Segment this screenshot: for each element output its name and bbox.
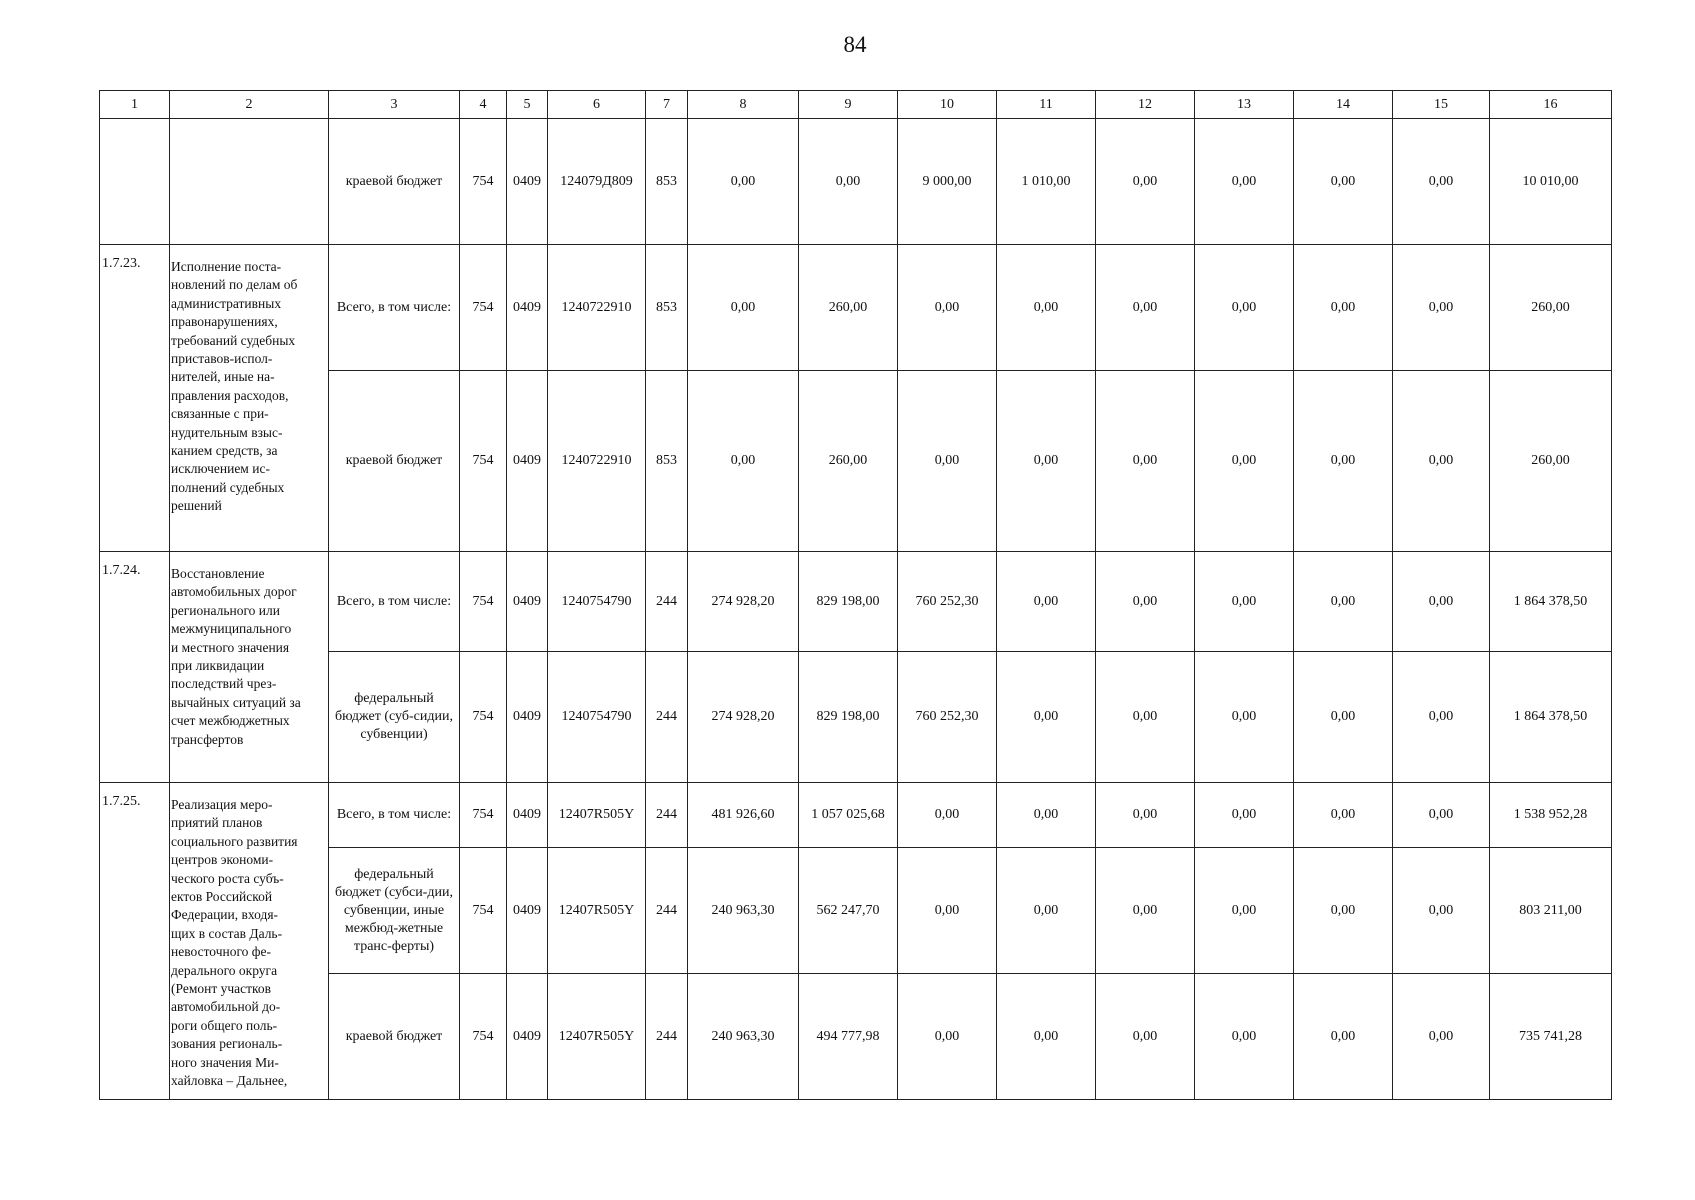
column-header: 11 (997, 91, 1096, 119)
table-row (100, 245, 1612, 371)
value-cell: 1 057 025,68 (799, 783, 898, 848)
description-line: решений (171, 498, 222, 514)
value-cell: 0,00 (898, 245, 997, 371)
code-cell: 1240722910 (548, 371, 646, 552)
value-cell: 240 963,30 (688, 974, 799, 1100)
code-cell: 0409 (507, 119, 548, 245)
table-row (100, 552, 1612, 652)
value-cell: 0,00 (1294, 783, 1393, 848)
code-cell: 754 (460, 848, 507, 974)
code-cell: 853 (646, 245, 688, 371)
column-header-row (100, 91, 1612, 119)
table-row (100, 783, 1612, 848)
funding-source: краевой бюджет (329, 371, 460, 552)
value-cell: 760 252,30 (898, 652, 997, 783)
description-line: межмуниципального (171, 621, 292, 637)
code-cell: 244 (646, 552, 688, 652)
description-line: требований судебных (171, 332, 296, 348)
value-cell: 0,00 (898, 783, 997, 848)
value-cell: 0,00 (997, 552, 1096, 652)
value-cell: 0,00 (1393, 245, 1490, 371)
funding-source: Всего, в том числе: (329, 783, 460, 848)
description-line: ческого роста субъ- (171, 870, 284, 886)
description-line: ектов Российской (171, 889, 273, 905)
description-line: Исполнение поста- (171, 259, 282, 274)
value-cell: 0,00 (1294, 245, 1393, 371)
value-cell: 0,00 (997, 652, 1096, 783)
column-header: 6 (548, 91, 646, 119)
value-cell: 0,00 (1195, 783, 1294, 848)
page-number: 84 (843, 32, 867, 57)
value-cell: 1 010,00 (997, 119, 1096, 245)
code-cell: 0409 (507, 652, 548, 783)
description-line: автомобильных дорог (171, 584, 297, 600)
code-cell: 754 (460, 371, 507, 552)
column-header: 4 (460, 91, 507, 119)
value-cell: 0,00 (1195, 848, 1294, 974)
value-cell: 0,00 (688, 119, 799, 245)
value-cell: 0,00 (1294, 552, 1393, 652)
code-cell: 244 (646, 848, 688, 974)
total-cell: 1 538 952,28 (1490, 783, 1612, 848)
column-header: 12 (1096, 91, 1195, 119)
total-cell: 10 010,00 (1490, 119, 1612, 245)
column-header: 9 (799, 91, 898, 119)
funding-source: Всего, в том числе: (329, 552, 460, 652)
description-line: правления расходов, (171, 387, 289, 403)
table-row (100, 119, 1612, 245)
description-line: регионального или (171, 602, 280, 618)
total-cell: 803 211,00 (1490, 848, 1612, 974)
value-cell: 0,00 (1393, 119, 1490, 245)
value-cell: 0,00 (688, 371, 799, 552)
code-cell: 1240722910 (548, 245, 646, 371)
code-cell: 244 (646, 783, 688, 848)
value-cell: 0,00 (1294, 848, 1393, 974)
item-number: 1.7.23. (100, 245, 170, 552)
description-line: связанные с при- (171, 406, 269, 422)
value-cell: 0,00 (1393, 652, 1490, 783)
column-header: 13 (1195, 91, 1294, 119)
value-cell: 0,00 (997, 848, 1096, 974)
total-cell: 1 864 378,50 (1490, 552, 1612, 652)
value-cell: 0,00 (1195, 552, 1294, 652)
description-line: полнений судебных (171, 479, 285, 495)
column-header: 3 (329, 91, 460, 119)
value-cell: 0,00 (898, 974, 997, 1100)
value-cell: 0,00 (1195, 652, 1294, 783)
description-line: при ликвидации (171, 658, 265, 674)
description-line: трансфертов (171, 731, 244, 747)
value-cell: 829 198,00 (799, 652, 898, 783)
code-cell: 12407R505Y (548, 974, 646, 1100)
description-line: приставов-испол- (171, 351, 273, 367)
description-line: щих в состав Даль- (171, 925, 283, 941)
value-cell: 260,00 (799, 371, 898, 552)
code-cell: 0409 (507, 974, 548, 1100)
code-cell: 754 (460, 974, 507, 1100)
code-cell: 244 (646, 974, 688, 1100)
code-cell: 0409 (507, 552, 548, 652)
description-line: социального развития (171, 833, 298, 849)
code-cell: 754 (460, 783, 507, 848)
value-cell: 240 963,30 (688, 848, 799, 974)
code-cell: 1240754790 (548, 552, 646, 652)
description-line: невосточного фе- (171, 944, 272, 960)
column-header: 16 (1490, 91, 1612, 119)
code-cell: 853 (646, 371, 688, 552)
description-line: административных (171, 295, 282, 311)
value-cell: 0,00 (1393, 552, 1490, 652)
description-line: новлений по делам об (171, 277, 298, 293)
value-cell: 274 928,20 (688, 552, 799, 652)
description-line: нителей, иные на- (171, 369, 275, 385)
value-cell: 0,00 (1294, 974, 1393, 1100)
value-cell: 0,00 (1294, 371, 1393, 552)
value-cell: 0,00 (688, 245, 799, 371)
column-header: 10 (898, 91, 997, 119)
description-line: исключением ис- (171, 461, 270, 477)
item-description (170, 552, 329, 783)
code-cell: 12407R505Y (548, 783, 646, 848)
value-cell: 0,00 (1195, 245, 1294, 371)
value-cell: 0,00 (898, 848, 997, 974)
code-cell: 754 (460, 552, 507, 652)
value-cell: 0,00 (1096, 552, 1195, 652)
value-cell: 0,00 (1096, 652, 1195, 783)
value-cell: 0,00 (1096, 783, 1195, 848)
value-cell: 760 252,30 (898, 552, 997, 652)
description-line: автомобильной до- (171, 999, 281, 1015)
value-cell: 0,00 (1096, 974, 1195, 1100)
total-cell: 1 864 378,50 (1490, 652, 1612, 783)
code-cell: 0409 (507, 245, 548, 371)
description-line: ного значения Ми- (171, 1054, 279, 1070)
value-cell: 0,00 (1294, 652, 1393, 783)
description-line: дерального округа (171, 962, 278, 978)
funding-source: федеральный бюджет (суб-сидии, субвенции) (329, 652, 460, 783)
code-cell: 0409 (507, 783, 548, 848)
code-cell: 754 (460, 245, 507, 371)
column-header: 15 (1393, 91, 1490, 119)
value-cell: 0,00 (1195, 974, 1294, 1100)
description-line: центров экономи- (171, 852, 274, 868)
column-header: 5 (507, 91, 548, 119)
code-cell: 0409 (507, 371, 548, 552)
value-cell: 0,00 (1096, 848, 1195, 974)
value-cell: 0,00 (1393, 848, 1490, 974)
funding-source: краевой бюджет (329, 119, 460, 245)
value-cell: 0,00 (799, 119, 898, 245)
funding-source: Всего, в том числе: (329, 245, 460, 371)
item-number: 1.7.24. (100, 552, 170, 783)
item-number: 1.7.25. (100, 783, 170, 1100)
funding-source: федеральный бюджет (субси-дии, субвенции, иные межбюд-жетные транс-ферты) (329, 848, 460, 974)
value-cell: 481 926,60 (688, 783, 799, 848)
description-line: приятий планов (171, 815, 263, 831)
value-cell: 0,00 (997, 371, 1096, 552)
column-header: 1 (100, 91, 170, 119)
description-line: счет межбюджетных (171, 713, 290, 729)
description-line: канием средств, за (171, 443, 278, 459)
description-line: Реализация меро- (171, 797, 273, 812)
value-cell: 494 777,98 (799, 974, 898, 1100)
budget-table (99, 90, 1612, 1100)
value-cell: 0,00 (1294, 119, 1393, 245)
item-description (170, 783, 329, 1100)
value-cell: 0,00 (997, 783, 1096, 848)
description-line: хайловка – Дальнее, (171, 1073, 288, 1089)
code-cell: 244 (646, 652, 688, 783)
column-header: 7 (646, 91, 688, 119)
code-cell: 853 (646, 119, 688, 245)
value-cell: 0,00 (997, 974, 1096, 1100)
description-line: Федерации, входя- (171, 907, 279, 923)
column-header: 8 (688, 91, 799, 119)
value-cell: 260,00 (799, 245, 898, 371)
column-header: 14 (1294, 91, 1393, 119)
value-cell: 829 198,00 (799, 552, 898, 652)
value-cell: 562 247,70 (799, 848, 898, 974)
value-cell: 0,00 (1096, 119, 1195, 245)
description-line: правонарушениях, (171, 314, 278, 330)
value-cell: 0,00 (1393, 783, 1490, 848)
code-cell: 12407R505Y (548, 848, 646, 974)
value-cell: 0,00 (997, 245, 1096, 371)
item-description (170, 245, 329, 552)
description-line: Восстановление (171, 566, 265, 581)
code-cell: 124079Д809 (548, 119, 646, 245)
value-cell: 0,00 (898, 371, 997, 552)
value-cell: 0,00 (1096, 371, 1195, 552)
value-cell: 0,00 (1096, 245, 1195, 371)
column-header: 2 (170, 91, 329, 119)
value-cell: 0,00 (1393, 371, 1490, 552)
description-line: нудительным взыс- (171, 424, 283, 440)
code-cell: 0409 (507, 848, 548, 974)
code-cell: 754 (460, 119, 507, 245)
value-cell: 9 000,00 (898, 119, 997, 245)
description-line: и местного значения (171, 639, 290, 655)
description-line: вычайных ситуаций за (171, 694, 301, 710)
total-cell: 735 741,28 (1490, 974, 1612, 1100)
item-number-cell (100, 119, 170, 245)
value-cell: 274 928,20 (688, 652, 799, 783)
value-cell: 0,00 (1393, 974, 1490, 1100)
value-cell: 0,00 (1195, 371, 1294, 552)
code-cell: 1240754790 (548, 652, 646, 783)
total-cell: 260,00 (1490, 245, 1612, 371)
funding-source: краевой бюджет (329, 974, 460, 1100)
description-line: (Ремонт участков (171, 981, 272, 997)
description-line: зования региональ- (171, 1036, 283, 1052)
code-cell: 754 (460, 652, 507, 783)
description-line: последствий чрез- (171, 676, 277, 692)
item-description-cell (170, 119, 329, 245)
description-line: роги общего поль- (171, 1017, 278, 1033)
value-cell: 0,00 (1195, 119, 1294, 245)
total-cell: 260,00 (1490, 371, 1612, 552)
